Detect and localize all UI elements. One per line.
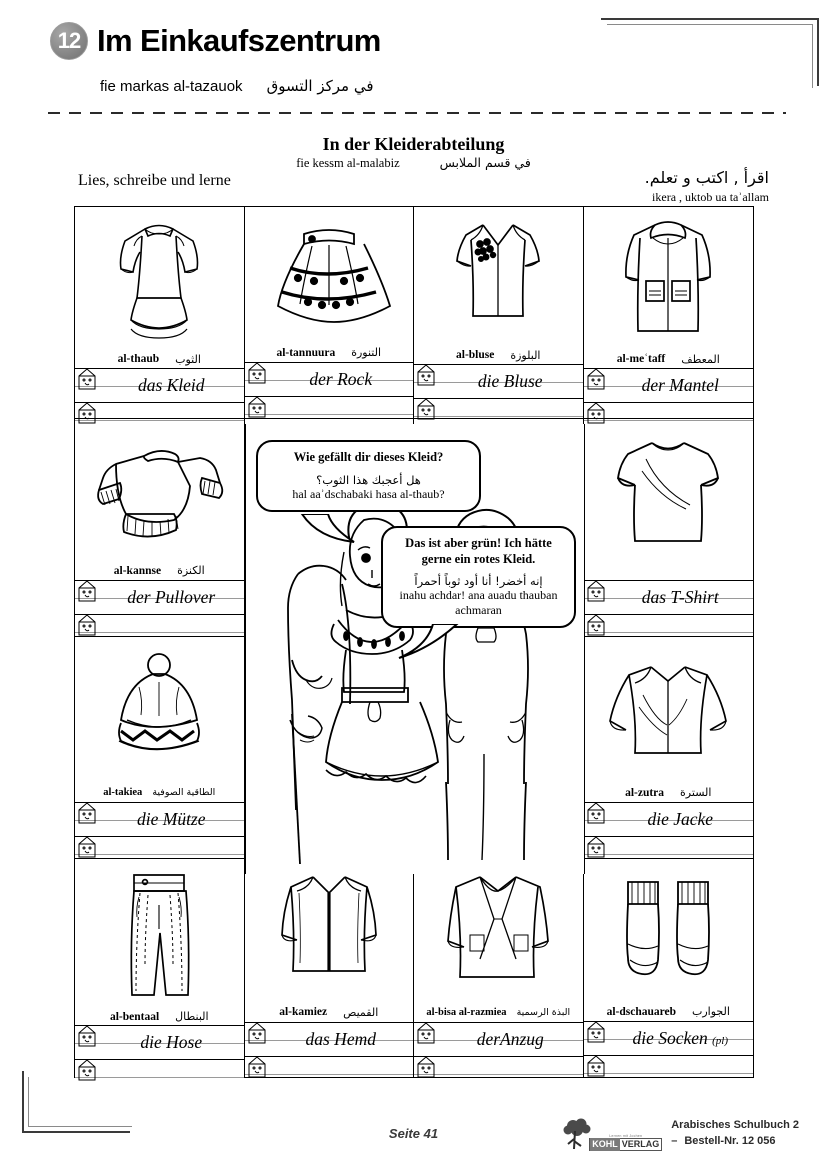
logo-kohl-text: KOHL	[592, 1139, 618, 1149]
writing-lines-hemd[interactable]	[245, 1022, 414, 1077]
jacket-illustration	[584, 637, 754, 783]
transliteration-anzug: al-bisa al-razmiea	[426, 1006, 507, 1018]
transliteration-hose: al-bentaal	[109, 1010, 160, 1023]
page-title: Im Einkaufszentrum	[97, 23, 381, 58]
transliteration-kleid: al-thaub	[117, 353, 160, 366]
vocab-cell-muetze	[75, 637, 245, 858]
german-word-tshirt: das T-Shirt	[641, 587, 719, 607]
german-word-anzug: derAnzug	[476, 1028, 544, 1049]
section-arabic: في قسم الملابس	[439, 155, 531, 170]
transliteration-jacke: al-zutra	[625, 786, 665, 799]
vocab-label-mantel	[584, 351, 754, 368]
instruction-transliteration: ikera , uktob ua taʾallam	[652, 190, 769, 204]
house-marker-icon	[586, 613, 606, 637]
arabic-kleid: الثوب	[175, 352, 201, 366]
german-word-rock: der Rock	[309, 369, 373, 389]
writing-lines-hose[interactable]	[75, 1025, 244, 1077]
logo-slogan: Lernen mit Jochen	[609, 1134, 643, 1138]
house-marker-icon	[247, 1055, 267, 1079]
arabic-pullover: الكنزة	[177, 564, 205, 577]
writing-lines-jacke[interactable]	[584, 802, 754, 858]
trousers-illustration	[75, 859, 244, 1008]
transliteration-bluse: al-bluse	[456, 349, 495, 362]
writing-lines-pullover[interactable]	[75, 580, 244, 636]
transliteration-mantel: al-meʿtaff	[616, 353, 666, 366]
bubble1-german: Wie gefällt dir dieses Kleid?	[293, 450, 444, 464]
vocab-label-muetze	[75, 783, 244, 802]
vocab-cell-kleid	[75, 207, 245, 418]
german-word-socken	[614, 1028, 748, 1049]
arabic-mantel: المعطف	[681, 352, 720, 366]
bubble1-tail	[298, 514, 368, 548]
vocab-label-jacke	[584, 783, 754, 802]
vocab-cell-pullover	[75, 419, 245, 636]
house-marker-icon	[416, 363, 436, 387]
house-marker-icon	[416, 1055, 436, 1079]
corner-bracket-top-right	[601, 18, 819, 86]
vocab-label-hemd	[245, 1003, 414, 1022]
vocab-cell-mantel	[584, 207, 754, 418]
house-marker-icon	[586, 835, 606, 859]
german-word-pullover: der Pullover	[127, 587, 216, 607]
transliteration-socken: al-dschauareb	[606, 1005, 677, 1018]
book-reference	[671, 1118, 799, 1150]
house-marker-icon	[77, 579, 97, 603]
house-marker-icon	[77, 1024, 97, 1048]
vocab-label-rock	[245, 343, 414, 362]
german-word-socken-text: die Socken	[632, 1028, 708, 1048]
header-arabic: في مركز التسوق	[266, 77, 374, 95]
vocab-cell-bluse	[414, 207, 584, 418]
vocab-cell-rock	[245, 207, 415, 418]
dress-illustration	[75, 207, 244, 351]
house-marker-icon	[77, 1058, 97, 1082]
page-header	[50, 22, 381, 60]
house-marker-icon	[77, 367, 97, 391]
blouse-illustration	[414, 207, 583, 346]
german-word-hose: die Hose	[140, 1032, 203, 1053]
arabic-hemd: القميص	[343, 1005, 379, 1019]
arabic-muetze: الطاقية الصوفية	[152, 787, 216, 798]
vocab-cell-hemd	[245, 859, 415, 1077]
header-subtitle	[100, 77, 374, 95]
arabic-hose: البنطال	[175, 1010, 209, 1024]
german-word-hemd: das Hemd	[305, 1028, 376, 1049]
house-marker-icon	[77, 835, 97, 859]
writing-lines-socken[interactable]	[584, 1021, 754, 1077]
tree-icon	[562, 1117, 592, 1151]
transliteration-pullover: al-kannse	[113, 564, 162, 577]
plural-marker: (pl)	[712, 1035, 729, 1047]
writing-lines-tshirt[interactable]	[584, 580, 754, 636]
arabic-bluse: البلوزة	[510, 348, 541, 362]
dash-separator: –	[671, 1135, 678, 1147]
instruction-german: Lies, schreibe und lerne	[78, 172, 231, 189]
section-transliteration: fie kessm al-malabiz	[296, 156, 400, 170]
dialogue-illustration-panel	[245, 424, 585, 874]
house-marker-icon	[247, 361, 267, 385]
arabic-socken: الجوارب	[692, 1005, 730, 1018]
grid-row	[75, 207, 753, 419]
skirt-illustration	[245, 207, 414, 343]
shirt-illustration	[245, 859, 414, 1003]
vocab-label-kleid	[75, 351, 244, 368]
arabic-jacke: السترة	[680, 786, 712, 799]
transliteration-hemd: al-kamiez	[279, 1006, 328, 1019]
vocab-cell-socken	[584, 859, 754, 1077]
vocab-label-anzug	[414, 1003, 583, 1022]
header-transliteration: fie markas al-tazauok	[100, 78, 243, 95]
writing-lines-kleid[interactable]	[75, 368, 244, 418]
grid-row	[75, 859, 753, 1077]
german-word-kleid: das Kleid	[137, 374, 205, 395]
corner-bracket-bottom-left	[22, 1071, 130, 1133]
house-marker-icon	[416, 397, 436, 421]
arabic-anzug: البذة الرسمية	[516, 1006, 571, 1018]
suit-illustration	[414, 859, 583, 1003]
socks-illustration	[584, 859, 754, 1002]
instruction-arabic: اقرأ , اكتب و تعلم.	[644, 168, 769, 187]
german-word-mantel: der Mantel	[641, 374, 719, 395]
pullover-illustration	[75, 419, 244, 561]
writing-lines-rock[interactable]	[245, 362, 414, 418]
transliteration-rock: al-tannuura	[276, 346, 336, 359]
section-title: In der Kleiderabteilung	[322, 134, 505, 154]
house-marker-icon	[77, 801, 97, 825]
house-marker-icon	[247, 1021, 267, 1045]
house-marker-icon	[586, 1054, 606, 1078]
logo-verlag-text: VERLAG	[621, 1139, 660, 1149]
house-marker-icon	[77, 613, 97, 637]
german-word-bluse: die Bluse	[477, 371, 543, 392]
vocab-cell-jacke	[584, 637, 754, 858]
bubble2-german: Das ist aber grün! Ich hätte gerne ein rotes Kleid.	[405, 536, 552, 566]
house-marker-icon	[586, 1020, 606, 1044]
publisher-branding	[562, 1117, 799, 1151]
logo-wordmark	[589, 1138, 662, 1151]
speech-bubble-child	[381, 526, 576, 628]
hat-illustration	[75, 637, 244, 783]
vocab-cell-tshirt	[584, 419, 754, 636]
page-number: Seite 41	[388, 1126, 439, 1141]
bubble2-arabic: إنه أخضر! أنا أود ثوباً أحمراً	[414, 574, 543, 589]
kohl-verlag-logo	[562, 1117, 662, 1151]
bubble1-transliteration: hal aaʾdschabaki hasa al-thaub?	[292, 486, 445, 501]
bubble2-transliteration: inahu achdar! ana auadu thauban achmaran	[399, 588, 558, 618]
bubble1-arabic: هل أعجبك هذا الثوب؟	[316, 472, 421, 487]
order-number: Bestell-Nr. 12 056	[684, 1135, 776, 1147]
house-marker-icon	[586, 801, 606, 825]
writing-lines-muetze[interactable]	[75, 802, 244, 858]
house-marker-icon	[586, 579, 606, 603]
house-marker-icon	[586, 367, 606, 391]
vocab-cell-hose	[75, 859, 245, 1077]
transliteration-muetze: al-takiea	[103, 787, 143, 798]
coat-illustration	[584, 207, 754, 351]
german-word-jacke: die Jacke	[647, 809, 714, 829]
chapter-number-badge: 12	[50, 22, 88, 60]
vocab-label-socken	[584, 1002, 754, 1021]
writing-lines-mantel[interactable]	[584, 368, 754, 418]
house-marker-icon	[416, 1021, 436, 1045]
tshirt-illustration	[584, 419, 754, 561]
dashed-divider	[48, 112, 786, 114]
writing-lines-anzug[interactable]	[414, 1022, 583, 1077]
book-title: Arabisches Schulbuch 2	[671, 1119, 799, 1132]
vocab-label-tshirt	[584, 561, 754, 580]
arabic-rock: التنورة	[351, 346, 382, 359]
vocab-cell-anzug	[414, 859, 584, 1077]
speech-bubble-mother	[256, 440, 481, 512]
bubble2-tail	[397, 624, 467, 664]
writing-lines-bluse[interactable]	[414, 364, 583, 418]
vocab-label-bluse	[414, 346, 583, 364]
german-word-muetze: die Mütze	[136, 809, 206, 829]
house-marker-icon	[247, 395, 267, 419]
vocab-label-hose	[75, 1008, 244, 1025]
vocab-label-pullover	[75, 561, 244, 580]
